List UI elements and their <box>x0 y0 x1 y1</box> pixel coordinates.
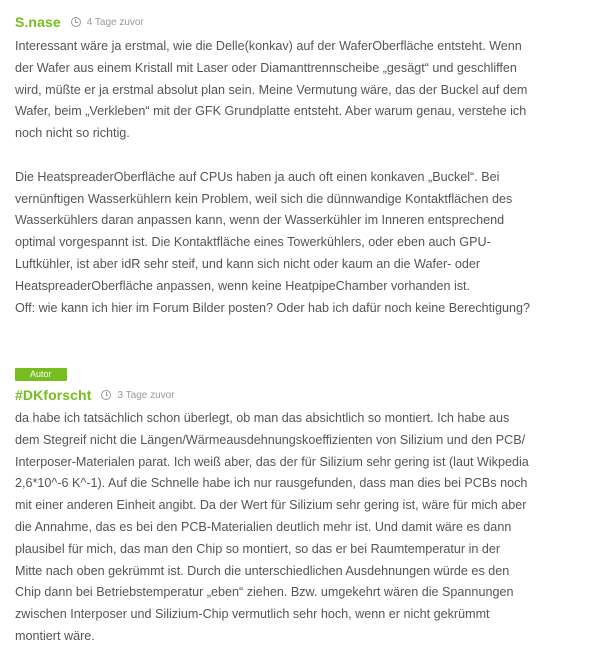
comment-line: plausibel für mich, das man den Chip so montiert, so das er bei Raumtemperatur in der <box>15 541 501 556</box>
comment-line: Interessant wäre ja erstmal, wie die Delle(konkav) auf der WaferOberfläche entsteht. Wenn <box>15 39 522 53</box>
comment <box>15 12 585 319</box>
comment-timestamp[interactable] <box>101 390 174 401</box>
comment-time-text: 4 Tage zuvor <box>86 16 144 28</box>
comment-line: zwischen Interposer und Silizium-Chip vermutlich sehr hoch, wenn er nicht gekrümmt <box>15 607 490 622</box>
comment-line: Off: wie kann ich hier im Forum Bilder posten? Oder hab ich dafür noch keine Berechtigung? <box>15 300 530 315</box>
comment <box>15 364 585 648</box>
comment-line: da habe ich tatsächlich schon überlegt, ob man das absichtlich so montiert. Ich habe aus <box>15 411 510 425</box>
comment-line: HeatspreaderOberfläche anpassen, wenn keine HeatpipeChamber vorhanden ist. <box>15 278 471 293</box>
author-badge: Autor <box>15 368 67 381</box>
comment-line: wird, müßte er ja erstmal absolut plan sein. Meine Vermutung wäre, das der Buckel auf dem <box>15 82 528 97</box>
comment-line: dem Stegreif nicht die Längen/Wärmeausdehnungskoeffizienten von Silizium und den PCB/ <box>15 432 526 447</box>
comment-line: der Wafer aus einem Kristall mit Laser oder Diamanttrennscheibe „gesägt“ und geschliffen <box>15 60 517 75</box>
comment-line: optimal vorgespannt ist. Die Kontaktfläche eines Towerkühlers, oder eben auch GPU- <box>15 235 491 250</box>
comment-header <box>15 385 585 405</box>
comment-line: vernünftigen Wasserkühlern kein Problem, weil sich die dünnwandige Kontaktflächen des <box>15 191 513 206</box>
comment-line: Die HeatspreaderOberfläche auf CPUs haben ja auch oft einen konkaven „Buckel“. Bei <box>15 169 500 184</box>
comment-header <box>15 12 585 32</box>
comment-author-link[interactable]: S.nase <box>15 14 61 30</box>
comment-line: die Annahme, das es bei den PCB-Materialien deutlich mehr ist. Und damit wäre es dann <box>15 519 512 534</box>
comment-body <box>15 408 585 648</box>
comment-time-text: 3 Tage zuvor <box>117 389 175 401</box>
comment-line: Luftkühler, ist aber idR sehr steif, und kann sich nicht oder kaum an die Wafer- oder <box>15 256 481 271</box>
clock-icon <box>101 390 111 400</box>
comment-line: Mitte nach oben gekrümmt ist. Durch die unterschiedlichen Ausdehnungen würde es den <box>15 563 510 578</box>
clock-icon <box>71 17 81 27</box>
comment-line: noch nicht so richtig. <box>15 126 130 141</box>
comment-author-link[interactable]: #DKforscht <box>15 387 92 403</box>
comment-line: montiert wäre. <box>15 628 95 643</box>
comment-line: 2,6*10^-6 K^-1). Auf die Schnelle habe ich nur rausgefunden, dass man dies bei PCBs noch <box>15 476 528 491</box>
comment-body <box>15 36 585 319</box>
comment-line: Wafer, beim „Verkleben“ mit der GFK Grundplatte entsteht. Aber warum genau, verstehe ich <box>15 104 527 119</box>
comment-line: Wasserkühlers daran anpassen kann, wenn der Wasserkühler im Inneren entsprechend <box>15 213 505 228</box>
comment-line: Chip dann bei Betriebstemperatur „eben“ ziehen. Bzw. umgekehrt wären die Spannungen <box>15 585 514 600</box>
comment-line: mit einer anderen Einheit angibt. Da der Wert für Silizium sehr gering ist, wäre für mich aber <box>15 498 527 513</box>
comment-timestamp[interactable] <box>71 17 144 28</box>
comment-line: Interposer-Materialen parat. Ich weiß aber, das der für Silizium sehr gering ist (laut Wikpedia <box>15 454 529 469</box>
